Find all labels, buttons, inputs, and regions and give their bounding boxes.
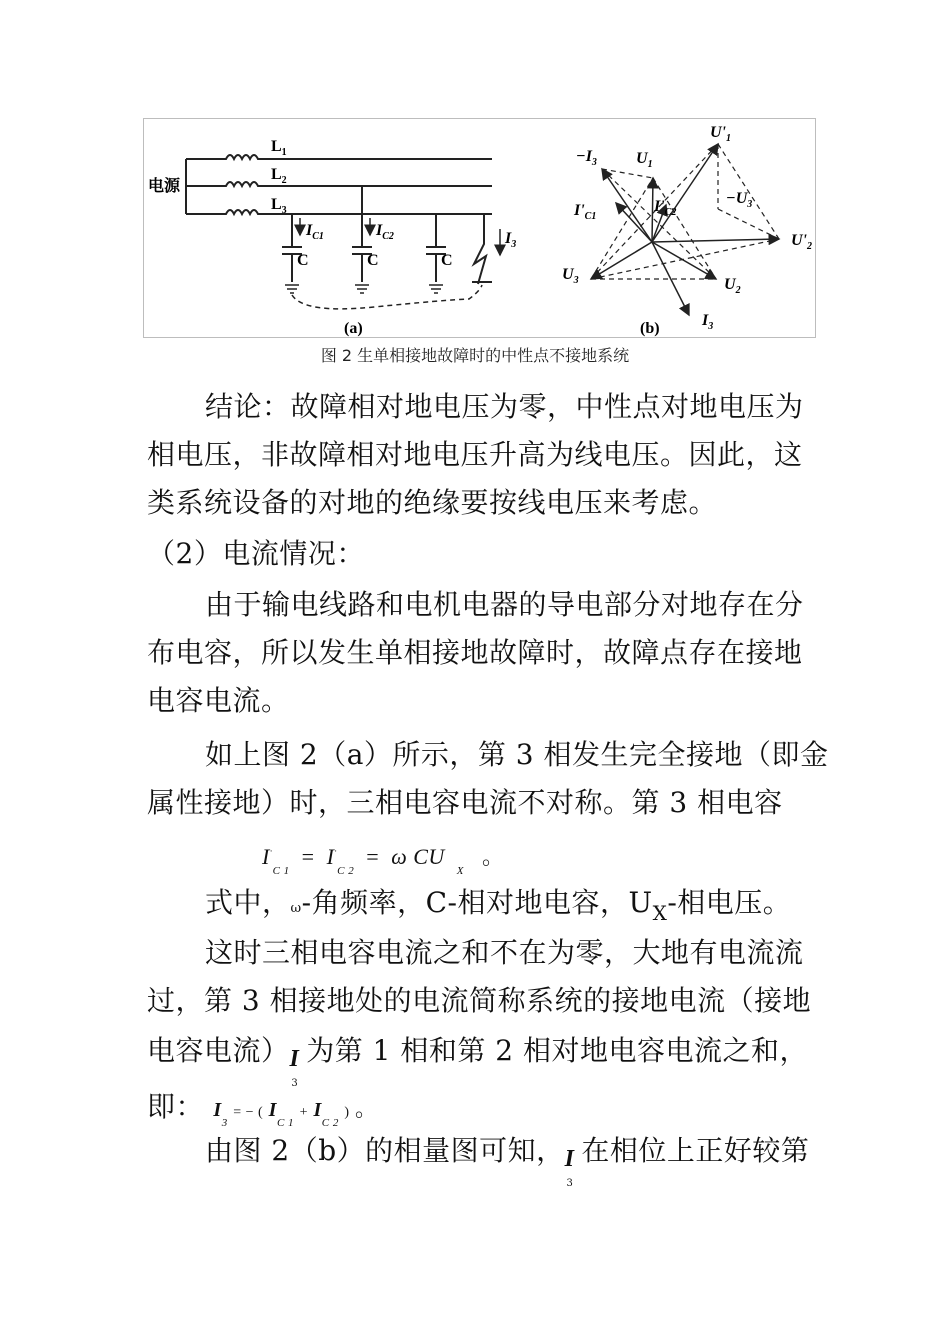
paragraph-sum-line-4: 即： $I_3$ = − ( $I_{C 1} + I_{C 2}$ ) 。 — [147, 1090, 378, 1129]
phasor-i3-label: $I_3$ — [702, 312, 714, 332]
current-ic2-label: $I_{C2}$ — [376, 222, 394, 242]
line-label-1: $L_1$ — [271, 138, 287, 158]
figure-caption: 图 2 生单相接地故障时的中性点不接地系统 — [320, 346, 630, 365]
current-ic1-label: $I_{C1}$ — [306, 222, 324, 242]
line-label-2: $L_2$ — [271, 166, 287, 186]
formula-capacitor-current: $I^\cdot_{C 1} = I^\cdot_{C 2} = \omega$ CU $_X$ 。 — [262, 844, 505, 877]
paragraph-sum-line-1: 这时三相电容电流之和不在为零，大地有电流流 — [205, 936, 804, 969]
phasor-u2-label: $U_2$ — [724, 276, 741, 296]
panel-label-a: (a) — [344, 320, 363, 337]
paragraph-cause-line-3: 电容电流。 — [147, 684, 290, 717]
line-label-3: $L_3$ — [271, 196, 287, 216]
capacitor-label-3: C — [441, 252, 453, 269]
phasor-u1-prime-label: $U'_1$ — [710, 124, 731, 144]
section-heading-current: （2）电流情况： — [147, 537, 365, 570]
phasor-neg-u3-label: $-U_3$ — [726, 190, 753, 210]
figure-2 — [143, 118, 816, 338]
panel-label-b: (b) — [640, 320, 660, 337]
phasor-diagram-b — [591, 144, 779, 315]
paragraph-cause-line-1: 由于输电线路和电机电器的导电部分对地存在分 — [205, 588, 804, 621]
paragraph-sum-line-2: 过，第 3 相接地处的电流简称系统的接地电流（接地 — [147, 984, 812, 1017]
phasor-neg-i3-label: $-I_3$ — [576, 148, 597, 168]
capacitor-label-2: C — [367, 252, 379, 269]
paragraph-fig2a-line-2: 属性接地）时，三相电容电流不对称。第 3 相电容 — [147, 786, 783, 819]
paragraph-conclusion-line-1: 结论：故障相对地电压为零，中性点对地电压为 — [205, 390, 804, 423]
circuit-and-phasor-diagram — [144, 119, 815, 337]
paragraph-phasor-b: 由图 2（b）的相量图可知，$I_3$在相位上正好较第 — [205, 1134, 810, 1189]
phasor-u3-label: $U_3$ — [562, 266, 579, 286]
phasor-u2-prime-label: $U'_2$ — [791, 232, 812, 252]
paragraph-conclusion-line-3: 类系统设备的对地的绝缘要按线电压来考虑。 — [147, 486, 718, 519]
paragraph-where: 式中，ω-角频率，C-相对地电容，$U_X-$相电压。 — [205, 886, 792, 925]
formula-ground-current: $I_3$ = − ( $I_{C 1} + I_{C 2}$ ) 。 — [213, 1096, 378, 1129]
paragraph-conclusion-line-2: 相电压，非故障相对地电压升高为线电压。因此，这 — [147, 438, 803, 471]
phasor-ic1-prime-label: $I'_{C1}$ — [574, 202, 597, 222]
current-i3-label: $I_3$ — [505, 230, 517, 250]
source-label: 电源 — [148, 178, 181, 195]
phasor-u1-label: $U_1$ — [636, 150, 653, 170]
phasor-ic2-prime-label: $I'_{C2}$ — [654, 198, 677, 218]
paragraph-sum-line-3: 电容电流）$I_3$为第 1 相和第 2 相对地电容电流之和， — [147, 1034, 808, 1089]
paragraph-fig2a-line-1: 如上图 2（a）所示，第 3 相发生完全接地（即金 — [205, 738, 829, 771]
capacitor-label-1: C — [297, 252, 309, 269]
paragraph-cause-line-2: 布电容，所以发生单相接地故障时，故障点存在接地 — [147, 636, 803, 669]
